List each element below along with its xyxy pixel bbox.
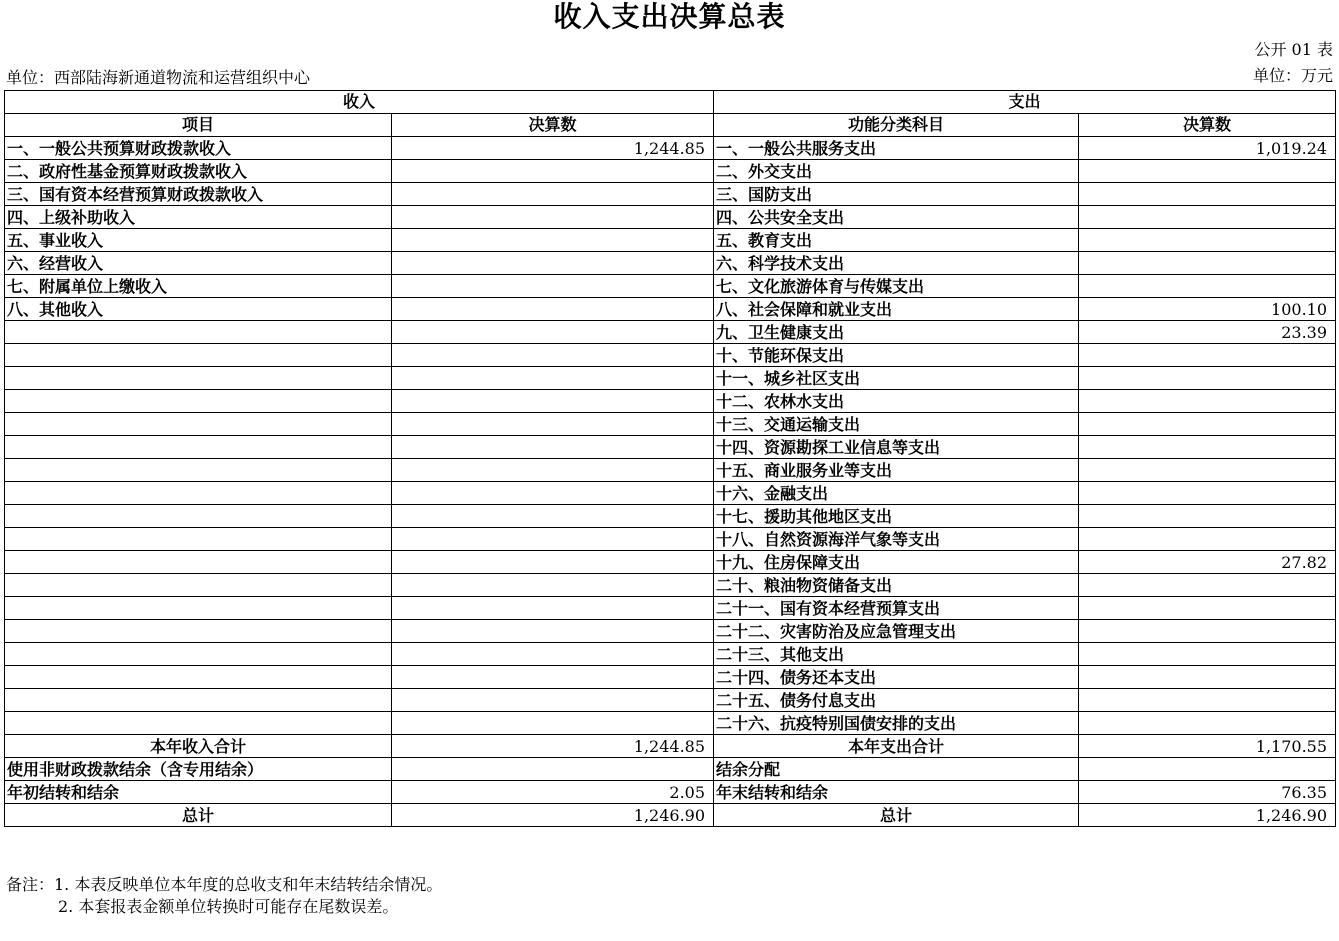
income-item bbox=[5, 459, 392, 482]
expense-item: 二十一、国有资本经营预算支出 bbox=[714, 597, 1079, 620]
summary-row bbox=[5, 758, 1336, 781]
table-row bbox=[5, 137, 1336, 160]
expense-amount bbox=[1079, 528, 1336, 551]
expense-item: 十一、城乡社区支出 bbox=[714, 367, 1079, 390]
income-item bbox=[5, 321, 392, 344]
header-row-sections bbox=[5, 91, 1336, 114]
end-balance: 76.35 bbox=[1079, 781, 1336, 804]
expense-item: 十八、自然资源海洋气象等支出 bbox=[714, 528, 1079, 551]
income-item bbox=[5, 666, 392, 689]
expense-amount bbox=[1079, 160, 1336, 183]
expense-amount: 27.82 bbox=[1079, 551, 1336, 574]
report-title: 收入支出决算总表 bbox=[553, 0, 786, 33]
table-row bbox=[5, 183, 1336, 206]
income-item: 四、上级补助收入 bbox=[5, 206, 392, 229]
income-amount bbox=[392, 528, 714, 551]
table-row bbox=[5, 459, 1336, 482]
income-item bbox=[5, 367, 392, 390]
expense-item: 九、卫生健康支出 bbox=[714, 321, 1079, 344]
header-income: 收入 bbox=[5, 91, 714, 114]
expense-amount bbox=[1079, 252, 1336, 275]
income-item: 五、事业收入 bbox=[5, 229, 392, 252]
table-row bbox=[5, 275, 1336, 298]
begin-balance-label: 年初结转和结余 bbox=[5, 781, 392, 804]
end-balance-label: 年末结转和结余 bbox=[714, 781, 1079, 804]
surplus-dist-label: 结余分配 bbox=[714, 758, 1079, 781]
table-row bbox=[5, 206, 1336, 229]
income-amount bbox=[392, 712, 714, 735]
header-amount: 决算数 bbox=[392, 114, 714, 137]
income-amount bbox=[392, 482, 714, 505]
income-amount bbox=[392, 574, 714, 597]
expense-item: 二十、粮油物资储备支出 bbox=[714, 574, 1079, 597]
note-line-1: 备注：1. 本表反映单位本年度的总收支和年末结转结余情况。 bbox=[6, 875, 443, 894]
income-item bbox=[5, 482, 392, 505]
expense-amount bbox=[1079, 620, 1336, 643]
table-row bbox=[5, 643, 1336, 666]
income-amount bbox=[392, 413, 714, 436]
expense-amount bbox=[1079, 436, 1336, 459]
table-row bbox=[5, 367, 1336, 390]
table-row bbox=[5, 620, 1336, 643]
income-amount bbox=[392, 436, 714, 459]
grand-total-right: 1,246.90 bbox=[1079, 804, 1336, 827]
table-row bbox=[5, 528, 1336, 551]
income-amount bbox=[392, 551, 714, 574]
summary-row bbox=[5, 804, 1336, 827]
income-item bbox=[5, 712, 392, 735]
income-amount bbox=[392, 206, 714, 229]
income-expense-table bbox=[4, 90, 1336, 827]
income-item bbox=[5, 597, 392, 620]
income-amount bbox=[392, 620, 714, 643]
header-category: 功能分类科目 bbox=[714, 114, 1079, 137]
expense-amount bbox=[1079, 229, 1336, 252]
income-item bbox=[5, 505, 392, 528]
expense-item: 二、外交支出 bbox=[714, 160, 1079, 183]
nonfiscal-label: 使用非财政拨款结余（含专用结余） bbox=[5, 758, 392, 781]
income-item bbox=[5, 551, 392, 574]
expense-item: 二十二、灾害防治及应急管理支出 bbox=[714, 620, 1079, 643]
header-item: 项目 bbox=[5, 114, 392, 137]
table-row bbox=[5, 597, 1336, 620]
income-amount bbox=[392, 229, 714, 252]
expense-item: 十、节能环保支出 bbox=[714, 344, 1079, 367]
expense-item: 二十六、抗疫特别国债安排的支出 bbox=[714, 712, 1079, 735]
expense-total-label: 本年支出合计 bbox=[714, 735, 1079, 758]
expense-amount bbox=[1079, 712, 1336, 735]
header-amount-expense: 决算数 bbox=[1079, 114, 1336, 137]
income-item: 八、其他收入 bbox=[5, 298, 392, 321]
expense-amount bbox=[1079, 344, 1336, 367]
income-amount bbox=[392, 183, 714, 206]
income-total: 1,244.85 bbox=[392, 735, 714, 758]
income-amount bbox=[392, 390, 714, 413]
income-item: 二、政府性基金预算财政拨款收入 bbox=[5, 160, 392, 183]
expense-item: 三、国防支出 bbox=[714, 183, 1079, 206]
income-amount bbox=[392, 689, 714, 712]
expense-item: 二十五、债务付息支出 bbox=[714, 689, 1079, 712]
expense-item: 六、科学技术支出 bbox=[714, 252, 1079, 275]
nonfiscal-amount bbox=[392, 758, 714, 781]
expense-item: 二十三、其他支出 bbox=[714, 643, 1079, 666]
expense-amount: 23.39 bbox=[1079, 321, 1336, 344]
income-amount: 1,244.85 bbox=[392, 137, 714, 160]
table-row bbox=[5, 666, 1336, 689]
income-total-label: 本年收入合计 bbox=[5, 735, 392, 758]
expense-amount bbox=[1079, 206, 1336, 229]
expense-item: 十三、交通运输支出 bbox=[714, 413, 1079, 436]
expense-total: 1,170.55 bbox=[1079, 735, 1336, 758]
income-amount bbox=[392, 459, 714, 482]
income-amount bbox=[392, 367, 714, 390]
begin-balance: 2.05 bbox=[392, 781, 714, 804]
income-amount bbox=[392, 505, 714, 528]
table-row bbox=[5, 689, 1336, 712]
income-amount bbox=[392, 298, 714, 321]
table-row bbox=[5, 298, 1336, 321]
income-item bbox=[5, 643, 392, 666]
expense-amount bbox=[1079, 643, 1336, 666]
income-item bbox=[5, 344, 392, 367]
summary-row bbox=[5, 781, 1336, 804]
expense-amount bbox=[1079, 367, 1336, 390]
expense-item: 四、公共安全支出 bbox=[714, 206, 1079, 229]
notes bbox=[6, 874, 442, 918]
expense-item: 五、教育支出 bbox=[714, 229, 1079, 252]
income-amount bbox=[392, 344, 714, 367]
expense-item: 十六、金融支出 bbox=[714, 482, 1079, 505]
expense-amount bbox=[1079, 183, 1336, 206]
expense-item: 十二、农林水支出 bbox=[714, 390, 1079, 413]
income-amount bbox=[392, 321, 714, 344]
table-row bbox=[5, 505, 1336, 528]
form-number: 公开 01 表 bbox=[1254, 40, 1333, 59]
expense-item: 八、社会保障和就业支出 bbox=[714, 298, 1079, 321]
unit-currency: 单位：万元 bbox=[1252, 66, 1333, 85]
income-item bbox=[5, 689, 392, 712]
expense-item: 二十四、债务还本支出 bbox=[714, 666, 1079, 689]
table-row bbox=[5, 574, 1336, 597]
table-row bbox=[5, 551, 1336, 574]
header-expense: 支出 bbox=[714, 91, 1336, 114]
expense-item: 十七、援助其他地区支出 bbox=[714, 505, 1079, 528]
income-item: 一、一般公共预算财政拨款收入 bbox=[5, 137, 392, 160]
expense-item: 十四、资源勘探工业信息等支出 bbox=[714, 436, 1079, 459]
table-row bbox=[5, 482, 1336, 505]
unit-organization: 单位：西部陆海新通道物流和运营组织中心 bbox=[6, 68, 311, 87]
expense-amount bbox=[1079, 413, 1336, 436]
expense-amount bbox=[1079, 390, 1336, 413]
income-item: 七、附属单位上缴收入 bbox=[5, 275, 392, 298]
income-amount bbox=[392, 643, 714, 666]
expense-amount bbox=[1079, 505, 1336, 528]
expense-item: 一、一般公共服务支出 bbox=[714, 137, 1079, 160]
table-row bbox=[5, 229, 1336, 252]
income-item: 六、经营收入 bbox=[5, 252, 392, 275]
note-line-2: 2. 本套报表金额单位转换时可能存在尾数误差。 bbox=[58, 897, 399, 916]
surplus-dist-amount bbox=[1079, 758, 1336, 781]
table-row bbox=[5, 321, 1336, 344]
expense-amount: 100.10 bbox=[1079, 298, 1336, 321]
expense-item: 十九、住房保障支出 bbox=[714, 551, 1079, 574]
income-amount bbox=[392, 275, 714, 298]
income-item bbox=[5, 390, 392, 413]
income-amount bbox=[392, 252, 714, 275]
expense-amount: 1,019.24 bbox=[1079, 137, 1336, 160]
grand-total-left: 1,246.90 bbox=[392, 804, 714, 827]
header-row-columns bbox=[5, 114, 1336, 137]
expense-amount bbox=[1079, 459, 1336, 482]
expense-amount bbox=[1079, 482, 1336, 505]
income-item bbox=[5, 528, 392, 551]
expense-amount bbox=[1079, 275, 1336, 298]
expense-item: 十五、商业服务业等支出 bbox=[714, 459, 1079, 482]
income-amount bbox=[392, 160, 714, 183]
summary-row bbox=[5, 735, 1336, 758]
table-row bbox=[5, 390, 1336, 413]
expense-amount bbox=[1079, 689, 1336, 712]
table-row bbox=[5, 712, 1336, 735]
income-item bbox=[5, 574, 392, 597]
expense-item: 七、文化旅游体育与传媒支出 bbox=[714, 275, 1079, 298]
income-item bbox=[5, 436, 392, 459]
grand-total-label-right: 总计 bbox=[714, 804, 1079, 827]
income-item bbox=[5, 620, 392, 643]
table-row bbox=[5, 160, 1336, 183]
income-amount bbox=[392, 597, 714, 620]
income-item bbox=[5, 413, 392, 436]
expense-amount bbox=[1079, 574, 1336, 597]
grand-total-label-left: 总计 bbox=[5, 804, 392, 827]
expense-amount bbox=[1079, 597, 1336, 620]
table-row bbox=[5, 344, 1336, 367]
income-item: 三、国有资本经营预算财政拨款收入 bbox=[5, 183, 392, 206]
table-row bbox=[5, 413, 1336, 436]
income-amount bbox=[392, 666, 714, 689]
table-row bbox=[5, 436, 1336, 459]
expense-amount bbox=[1079, 666, 1336, 689]
table-row bbox=[5, 252, 1336, 275]
